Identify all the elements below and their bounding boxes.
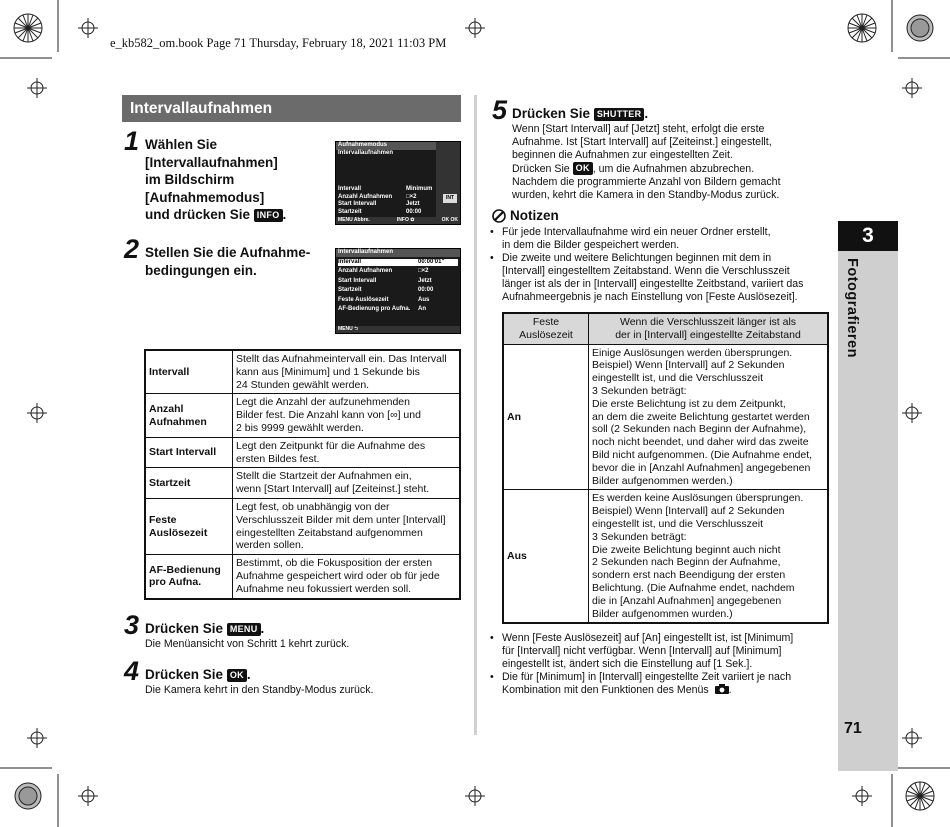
crosshair-mark-icon	[27, 728, 47, 748]
table-row: Anzahl Aufnahmen Legt die Anzahl der aufzunehmenden Bilder fest. Die Anzahl kann von [∞] und 2 bis 9999 gewählt werden.	[145, 394, 460, 437]
step-number: 2	[124, 234, 140, 264]
camera-screen-aufnahmemodus: Aufnahmemodus Intervallaufnahmen INT Intervall Minimum Anzahl Aufnahmen □×2 Start Intervall Jetzt Startzeit 00:00 MENU Abbre. INFO ✿ OK OK	[335, 141, 461, 225]
step-2-heading: Stellen Sie die Aufnahme- bedingungen ein.	[145, 245, 311, 278]
ok-key-icon: OK	[227, 669, 247, 682]
list-item: • Die für [Minimum] in [Intervall] eingestellte Zeit variiert je nach Kombination mit den Funktionen des Menüs .	[490, 671, 835, 697]
camera-screen-intervallaufnahmen: Intervallaufnahmen Intervall 00:00'01" Anzahl Aufnahmen □×2 Start Intervall Jetzt Startzeit 00:00 Feste Auslösezeit Aus AF-Bedienung pro Aufna. An MENU ⮌	[335, 248, 461, 334]
step-number: 3	[124, 610, 140, 640]
print-header: e_kb582_om.book Page 71 Thursday, February 18, 2021 11:03 PM	[110, 36, 447, 50]
crosshair-mark-icon	[27, 78, 47, 98]
table-row: Aus Es werden keine Auslösungen übersprungen. Beispiel) Wenn [Intervall] auf 2 Sekunden eingestellt ist, und die Verschlusszeit 3 Sekunden beträgt: Die zweite Belichtung beginnt auch nicht 2 Sekunden nach Beginn der Aufnahme, sondern erst nach Beendigung der ersten Belichtung. (Die Aufnahme endet, nachdem die in [Anzahl Aufnahmen] angegebenen Bilder aufgenommen wurden.)	[503, 490, 828, 623]
chapter-number-tab: 3	[838, 221, 898, 251]
table-row: An Einige Auslösungen werden übersprungen. Beispiel) Wenn [Intervall] auf 2 Sekunden eingestellt ist, und die Verschlusszeit 3 Sekunden beträgt: Die erste Belichtung ist zu dem Zeitpunkt, an dem die zweite Belichtung gestartet werden soll (2 Sekunden nach Beginn der Aufnahme), noch nicht beendet, und daher wird das zweite Bild nicht aufgenommen. (Die Aufnahme endet, bevor die in [Anzahl Aufnahmen] angegebenen Bilder aufgenommen werden.)	[503, 344, 828, 490]
crosshair-mark-icon	[902, 403, 922, 423]
step-4-body: Die Kamera kehrt in den Standby-Modus zurück.	[145, 684, 374, 696]
step-number: 4	[124, 656, 140, 686]
list-item: • Für jede Intervallaufnahme wird ein neuer Ordner erstellt, in dem die Bilder gespeichert werden.	[490, 226, 835, 252]
registration-mark-icon	[14, 14, 42, 42]
info-key-icon: INFO	[254, 209, 283, 222]
comparison-table: Feste Auslösezeit Wenn die Verschlusszeit länger ist als der in [Intervall] eingestellte Zeitabstand An Einige Auslösungen werden übersprungen. Beispiel) Wenn [Intervall] auf 2 Sekunden eingestellt ist, und die Verschlusszeit 3 Sekunden beträgt: Die erste Belichtung ist zu dem Zeitpunkt, an dem die zweite Belichtung gestartet werden soll (2 Sekunden nach Beginn der Aufnahme), noch nicht beendet, und daher wird das zweite Bild nicht aufgenommen. (Die Aufnahme endet, bevor die in [Anzahl Aufnahmen] angegebenen Bilder aufgenommen werden.) Aus Es werden keine Auslösungen übersprungen. Beispiel) Wenn [Intervall] auf 2 Sekunden eingestellt ist, und die Verschlusszeit 3 Sekunden beträgt: Die zweite Belichtung beginnt auch nicht 2 Sekunden nach Beginn der Aufnahme, sondern erst nach Beendigung der ersten Belichtung. (Die Aufnahme endet, nachdem die in [Anzahl Aufnahmen] angegebenen Bilder aufgenommen wurden.)	[502, 312, 829, 624]
table-row: Intervall Stellt das Aufnahmeintervall ein. Das Intervall kann aus [Minimum] und 1 Sekunde bis 24 Stunden gewählt werden.	[145, 350, 460, 394]
table-row: Start Intervall Legt den Zeitpunkt für die Aufnahme des ersten Bildes fest.	[145, 437, 460, 468]
notes-list-top	[490, 226, 835, 304]
crosshair-mark-icon	[902, 78, 922, 98]
table-row: Feste Auslösezeit Legt fest, ob unabhängig von der Verschlusszeit Bilder mit dem unter [Intervall] eingestellten Zeitabstand aufgenommen werden sollen.	[145, 498, 460, 554]
crosshair-mark-icon	[78, 786, 98, 806]
registration-mark-icon	[848, 14, 876, 42]
step-3-body: Die Menüansicht von Schritt 1 kehrt zurück.	[145, 638, 350, 650]
section-title: Intervallaufnahmen	[122, 95, 461, 122]
registration-mark-icon	[906, 782, 934, 810]
screen-side-icons: INT	[436, 142, 460, 217]
step-number: 5	[492, 95, 508, 125]
menu-key-icon: MENU	[227, 623, 261, 636]
step-5-body: Wenn [Start Intervall] auf [Jetzt] steht, erfolgt die erste Aufnahme. Ist [Start Intervall] auf [Zeiteinst.] eingestellt, beginnen die Aufnahmen zur eingestellten Zeit. Drücken Sie OK , um die Aufnahmen abzubrechen. Nachdem die programmierte Anzahl von Bildern gemacht wurden, kehrt die Kamera in den Standby-Modus zurück.	[512, 123, 781, 201]
camera-icon	[715, 684, 729, 694]
crosshair-mark-icon	[27, 403, 47, 423]
page-number: 71	[844, 720, 862, 737]
step-5-heading: Drücken Sie SHUTTER .	[512, 106, 649, 121]
crosshair-mark-icon	[465, 786, 485, 806]
chapter-title: Fotografieren	[844, 258, 860, 358]
column-divider	[474, 95, 477, 735]
crosshair-mark-icon	[78, 18, 98, 38]
shutter-key-icon: SHUTTER	[594, 108, 645, 121]
step-4-heading: Drücken Sie OK .	[145, 667, 251, 682]
notes-header: Notizen	[492, 208, 559, 223]
crosshair-mark-icon	[852, 786, 872, 806]
settings-table	[144, 349, 461, 600]
list-item: • Wenn [Feste Auslösezeit] auf [An] eingestellt ist, ist [Minimum] für [Intervall] nicht verfügbar. Wenn [Intervall] auf [Minimum] eingestellt ist, ändert sich die Einstellung auf [1 Sek.].	[490, 632, 835, 671]
notes-icon	[492, 209, 506, 223]
crosshair-mark-icon	[902, 728, 922, 748]
crosshair-mark-icon	[465, 18, 485, 38]
ok-key-icon: OK	[573, 162, 593, 175]
table-row: Startzeit Stellt die Startzeit der Aufnahmen ein, wenn [Start Intervall] auf [Zeiteinst.] steht.	[145, 468, 460, 499]
step-number: 1	[124, 126, 140, 156]
step-3-heading: Drücken Sie MENU .	[145, 621, 265, 636]
notes-list-bottom	[490, 632, 835, 697]
list-item: • Die zweite und weitere Belichtungen beginnen mit dem in [Intervall] eingestelltem Zeitabstand. Wenn die Verschlusszeit länger ist als der in [Intervall] eingestellte Zeitbstand, variiert das Aufnahmeergebnis je nach Einstellung von [Feste Auslösezeit].	[490, 252, 835, 304]
table-row: AF-Bedienung pro Aufna. Bestimmt, ob die Fokusposition der ersten Aufnahme gespeichert wird oder ob für jede Aufnahme neu fokussiert werden soll.	[145, 555, 460, 599]
step-1-heading: Wählen Sie [Intervallaufnahmen] im Bildschirm [Aufnahmemodus] und drücken Sie INFO .	[145, 137, 287, 222]
